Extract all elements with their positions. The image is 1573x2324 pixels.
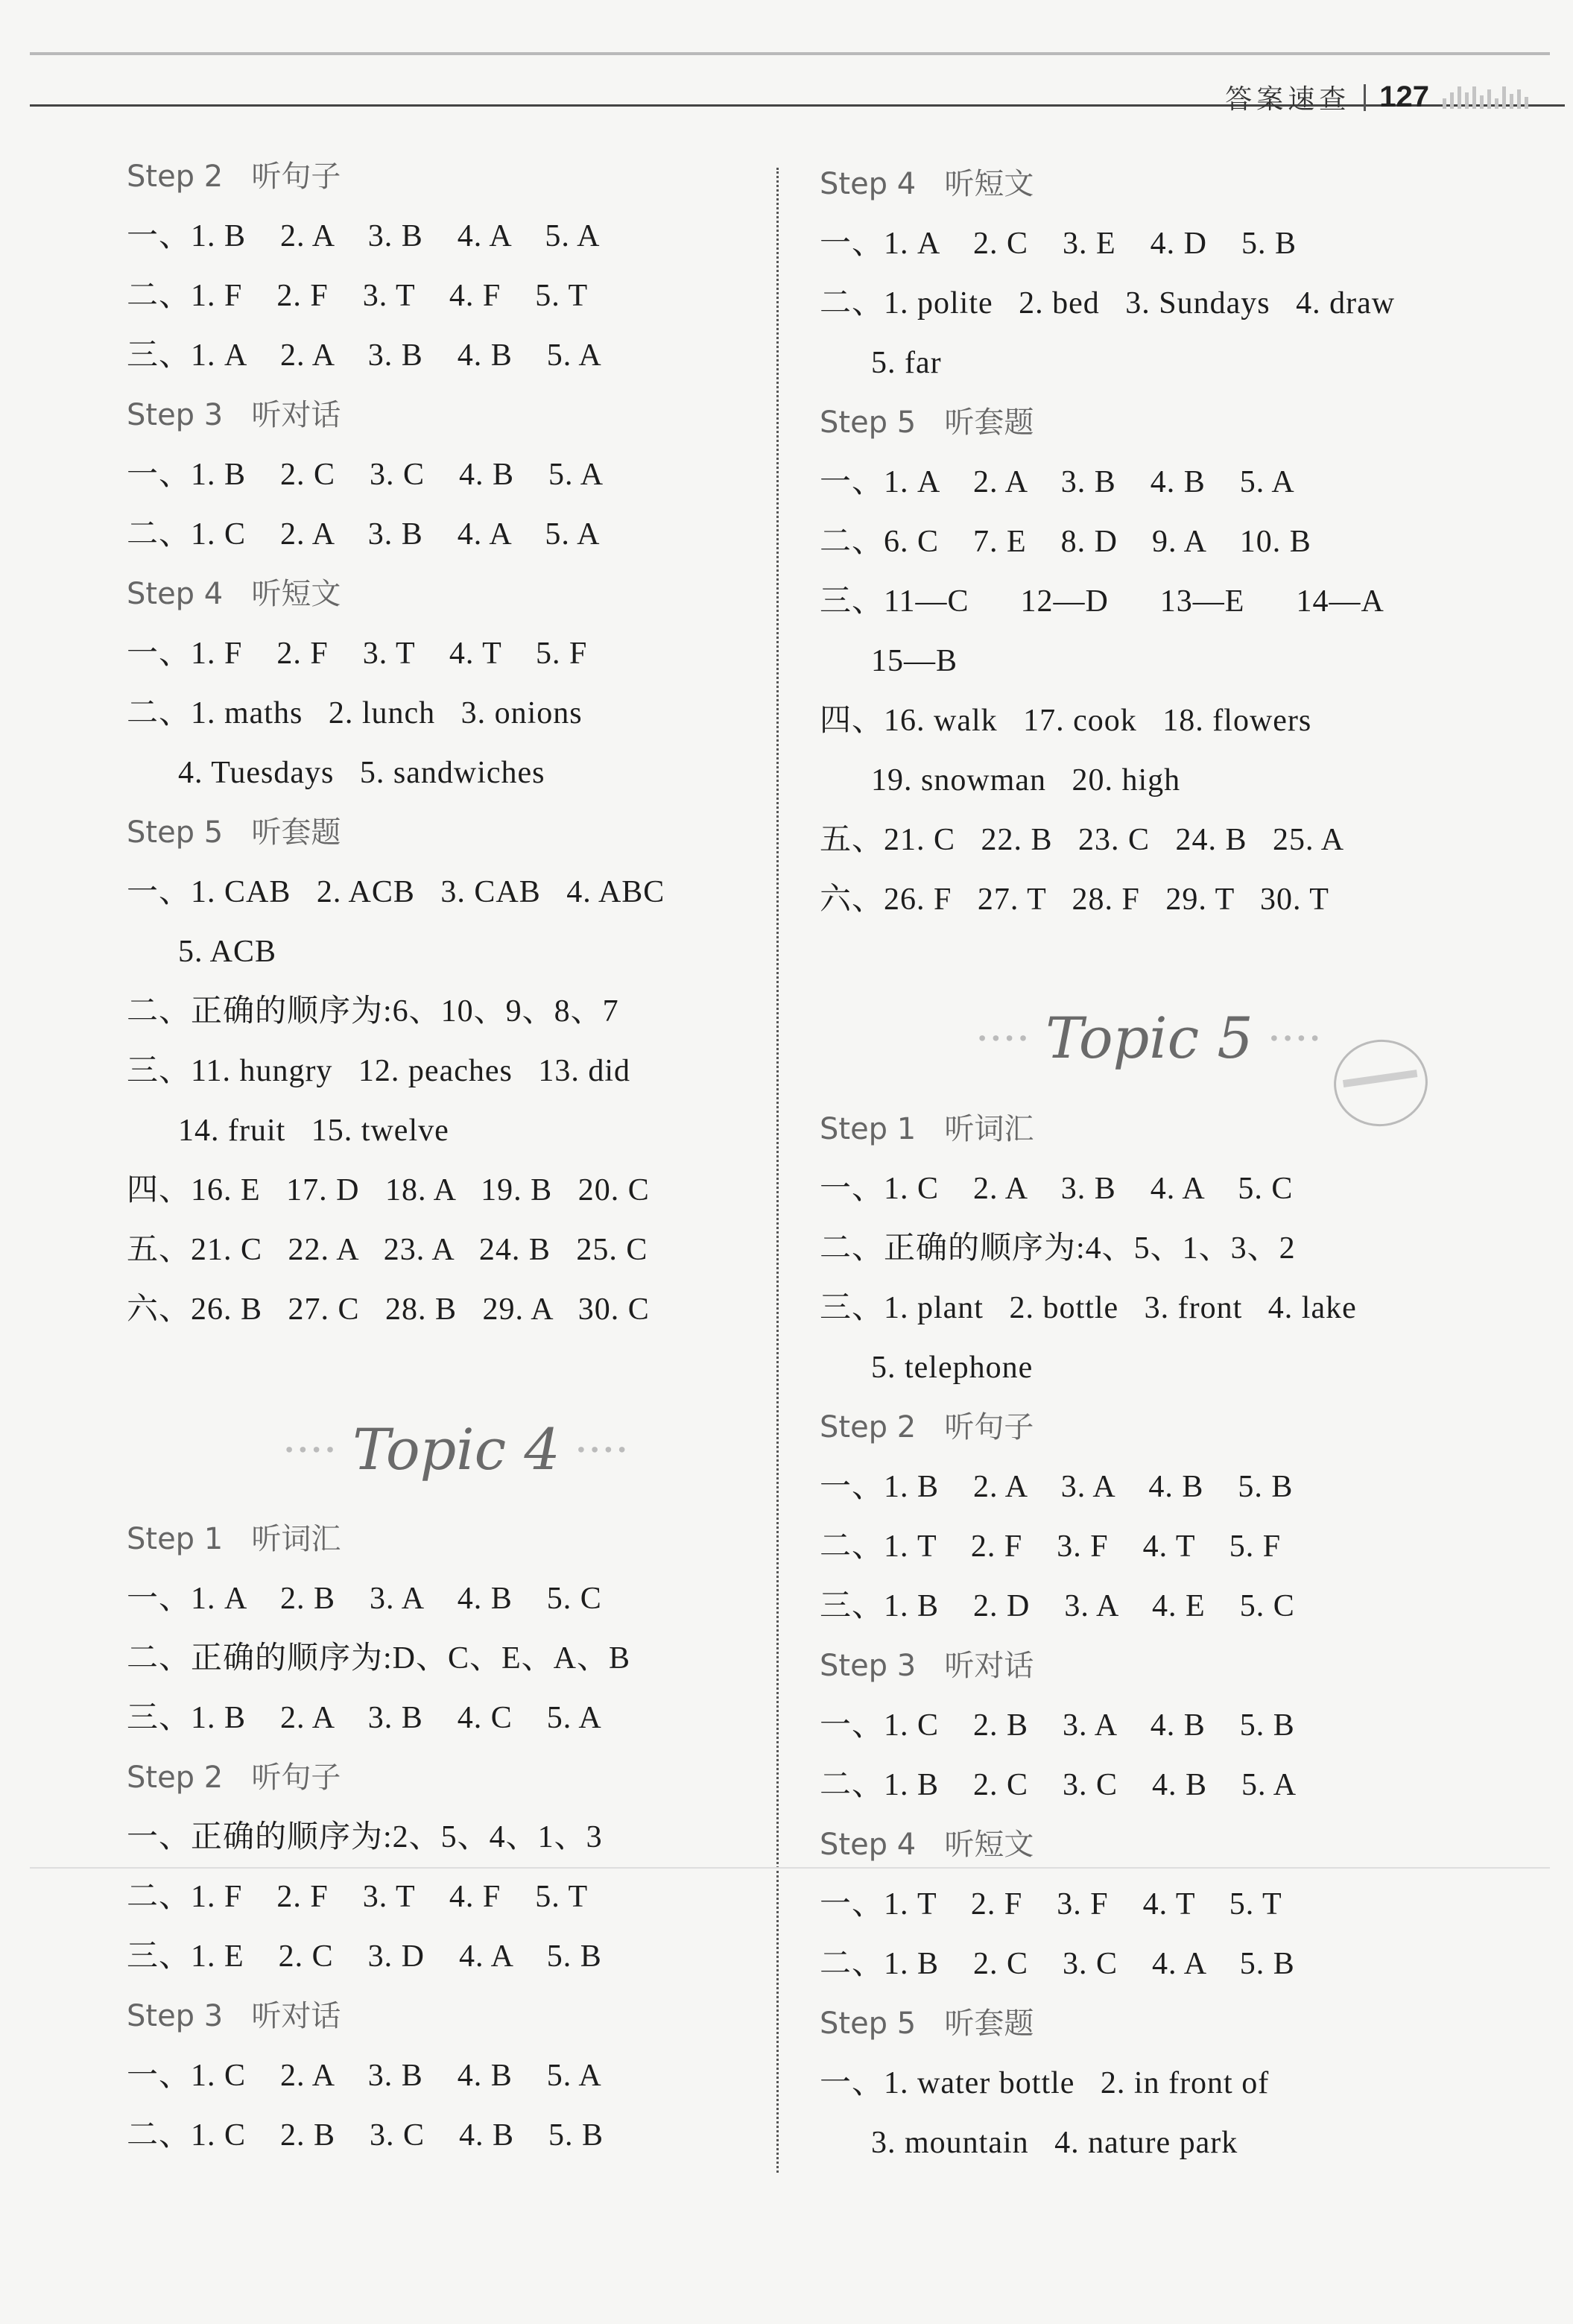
answer-line: 一、正确的顺序为:2、5、4、1、3 [127,1820,603,1854]
stamp-seal-icon [1329,1034,1434,1132]
step-heading: Step 3 听对话 [127,398,341,432]
dots-ornament-icon: ∙∙∙∙ [283,1438,338,1461]
header-separator [1364,84,1366,111]
answer-line: 二、1. T 2. F 3. F 4. T 5. F [820,1529,1282,1564]
step-heading: Step 4 听短文 [127,577,341,611]
answer-line: 三、1. plant 2. bottle 3. front 4. lake [820,1291,1357,1325]
page-header [1225,78,1528,116]
step-heading: Step 1 听词汇 [820,1112,1034,1146]
answer-line: 二、正确的顺序为:4、5、1、3、2 [820,1231,1296,1266]
answer-line: 三、1. B 2. A 3. B 4. C 5. A [127,1701,602,1735]
answer-line: 二、1. B 2. C 3. C 4. A 5. B [820,1947,1295,1981]
answer-line: 14. fruit 15. twelve [127,1114,449,1148]
answer-line: 19. snowman 20. high [820,763,1181,798]
answer-line: 一、1. C 2. A 3. B 4. A 5. C [820,1172,1294,1206]
step-heading: Step 5 听套题 [820,2006,1034,2041]
answer-line: 二、1. maths 2. lunch 3. onions [127,696,583,730]
answer-line: 一、1. T 2. F 3. F 4. T 5. T [820,1887,1282,1922]
topic-title: Topic 4 [352,1416,560,1483]
column-divider [776,168,779,2173]
answer-line: 15—B [820,644,958,678]
step-heading: Step 4 听短文 [820,1828,1034,1862]
answer-line: 一、1. C 2. B 3. A 4. B 5. B [820,1708,1295,1743]
answer-line: 二、正确的顺序为:6、10、9、8、7 [127,994,619,1029]
header-label: 答案速查 [1225,84,1351,115]
answer-line: 一、1. B 2. C 3. C 4. B 5. A [127,458,604,492]
answer-line: 一、1. A 2. C 3. E 4. D 5. B [820,227,1297,261]
answer-line: 3. mountain 4. nature park [820,2126,1238,2160]
answer-line: 三、1. B 2. D 3. A 4. E 5. C [820,1589,1295,1623]
answer-line: 二、1. B 2. C 3. C 4. B 5. A [820,1768,1297,1802]
answer-line: 四、16. E 17. D 18. A 19. B 20. C [127,1173,650,1207]
step-heading: Step 2 听句子 [820,1410,1034,1444]
faint-rule [30,1867,1550,1869]
step-heading: Step 2 听句子 [127,160,341,194]
answer-line: 三、1. A 2. A 3. B 4. B 5. A [127,338,602,373]
answer-line: 5. far [820,346,942,380]
answer-line: 五、21. C 22. B 23. C 24. B 25. A [820,823,1345,857]
answer-line: 一、1. F 2. F 3. T 4. T 5. F [127,637,588,671]
answer-line: 二、正确的顺序为:D、C、E、A、B [127,1641,631,1676]
answer-line: 六、26. B 27. C 28. B 29. A 30. C [127,1292,650,1327]
answer-line: 一、1. B 2. A 3. B 4. A 5. A [127,219,601,253]
dots-ornament-icon: ∙∙∙∙ [976,1026,1031,1049]
header-rule-top [30,52,1550,55]
answer-line: 一、1. water bottle 2. in front of [820,2066,1270,2100]
answer-line: 二、1. polite 2. bed 3. Sundays 4. draw [820,286,1396,321]
step-heading: Step 3 听对话 [820,1649,1034,1683]
answer-line: 二、1. F 2. F 3. T 4. F 5. T [127,279,589,313]
page-number: 127 [1379,80,1429,113]
step-heading: Step 1 听词汇 [127,1522,341,1556]
answer-line: 5. telephone [820,1351,1034,1385]
topic-title: Topic 5 [1045,1005,1253,1071]
answer-line: 三、1. E 2. C 3. D 4. A 5. B [127,1939,602,1974]
answer-line: 一、1. B 2. A 3. A 4. B 5. B [820,1470,1294,1504]
header-bars-icon [1443,86,1528,109]
answer-line: 二、1. F 2. F 3. T 4. F 5. T [127,1880,589,1914]
answer-line: 二、1. C 2. A 3. B 4. A 5. A [127,517,601,552]
answer-line: 六、26. F 27. T 28. F 29. T 30. T [820,882,1329,917]
dots-ornament-icon: ∙∙∙∙ [1267,1026,1323,1049]
answer-line: 四、16. walk 17. cook 18. flowers [820,704,1312,738]
answer-line: 一、1. C 2. A 3. B 4. B 5. A [127,2059,602,2093]
dots-ornament-icon: ∙∙∙∙ [575,1438,630,1461]
step-heading: Step 5 听套题 [127,815,341,850]
step-heading: Step 5 听套题 [820,405,1034,440]
answer-line: 五、21. C 22. A 23. A 24. B 25. C [127,1233,648,1267]
answer-line: 5. ACB [127,935,277,969]
step-heading: Step 2 听句子 [127,1761,341,1795]
answer-line: 三、11. hungry 12. peaches 13. did [127,1054,631,1088]
step-heading: Step 4 听短文 [820,167,1034,201]
topic-heading [283,1416,630,1483]
step-heading: Step 3 听对话 [127,1999,341,2033]
answer-line: 一、1. CAB 2. ACB 3. CAB 4. ABC [127,875,665,909]
answer-line: 二、1. C 2. B 3. C 4. B 5. B [127,2118,604,2153]
answer-line: 二、6. C 7. E 8. D 9. A 10. B [820,525,1311,559]
answer-line: 三、11—C 12—D 13—E 14—A [820,584,1384,619]
topic-heading [976,1005,1323,1071]
answer-line: 一、1. A 2. B 3. A 4. B 5. C [127,1582,602,1616]
answer-line: 一、1. A 2. A 3. B 4. B 5. A [820,465,1295,499]
answer-line: 4. Tuesdays 5. sandwiches [127,756,545,790]
